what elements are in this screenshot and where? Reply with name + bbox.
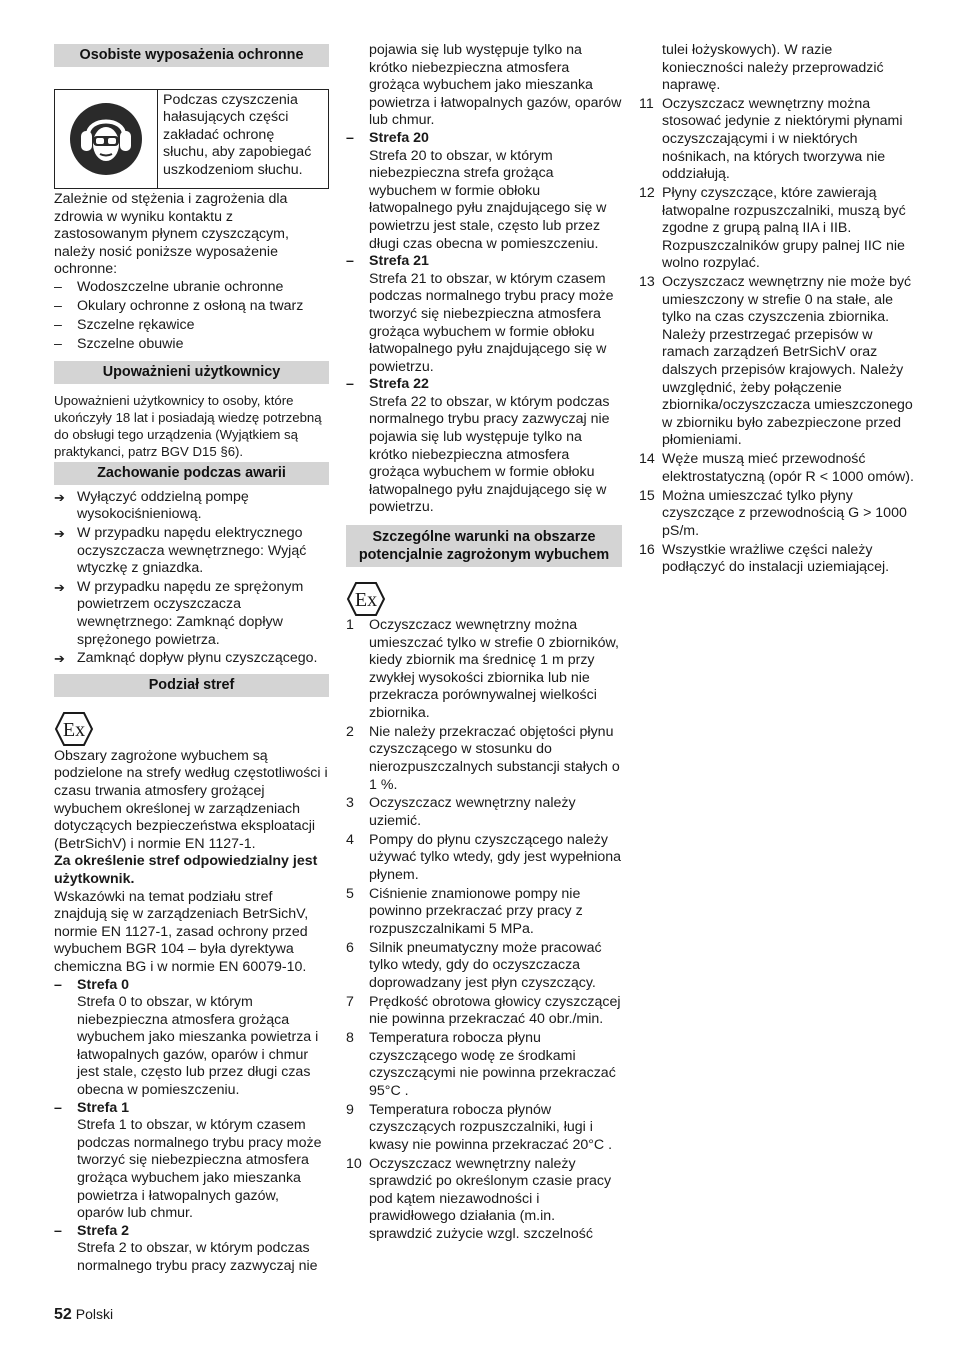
ppe-notice-box (54, 89, 329, 189)
svg-text:Ex: Ex (62, 718, 86, 741)
zone-title: – Strefa 2 (54, 1222, 130, 1239)
users-text: Upoważnieni użytkownicy to osoby, które ukończyły 18 lat i posiadają wiedzę potrzebną do obsługi tego urządzenia (Wyjątkiem są praktykanci, patrz BGV D15 §6). (54, 392, 322, 459)
zone-text: Strefa 1 to obszar, w którym czasem podczas normalnego trybu pracy może tworzyć się niebezpieczna atmosfera grożąca wybuchem jako mieszanka powietrza i łatwopalnych gazów, oparów lub chmur. (77, 1117, 322, 1222)
special-conditions-list (346, 617, 622, 1243)
ppe-intro: Zależnie od stężenia i zagrożenia dla zdrowia w wyniku kontaktu z zastosowanym płynem czyszczącym, należy nosić poniższe wyposażenie ochronne: (54, 191, 289, 278)
list-item: 2 Nie należy przekraczać objętości płynu czyszczącego w stosunku do nierozpuszczalnych substancji stałych o 1 %. (346, 723, 620, 793)
zone-title: – Strefa 1 (54, 1099, 130, 1116)
zone-list-gas (54, 977, 329, 995)
language-label: Polski (75, 1306, 114, 1322)
zone-title: – Strefa 20 (346, 129, 429, 146)
ex-explosion-protection-icon (54, 711, 94, 747)
arrow-right-icon: ➔ (54, 579, 65, 595)
list-item: 8 Temperatura robocza płynu czyszczącego wodę ze środkami czyszczącymi nie powinna przekraczać 95°C . (346, 1030, 616, 1099)
arrow-right-icon: ➔ (54, 526, 65, 542)
column-left (54, 44, 329, 1276)
heading-zones: Podział stref (54, 674, 329, 697)
heading-ppe: Osobiste wyposażenia ochronne (54, 44, 329, 67)
special-conditions-list-cont (639, 96, 915, 577)
list-item: 3 Oczyszczacz wewnętrzny należy uziemić. (346, 795, 576, 829)
column-middle (346, 42, 622, 1245)
arrow-right-icon: ➔ (54, 489, 65, 505)
zone-text: Strefa 20 to obszar, w którym niebezpieczna strefa grożąca wybuchem w formie obłoku łatwopalnego pyłu znajdującego się w powietrzu jest stale, często lub przez długi czas obecna w pomieszczeniu. (369, 147, 607, 252)
list-item: 15 Można umieszczać tylko płyny czyszczące z przewodnością G > 1000 pS/m. (639, 487, 907, 539)
zone-title: – Strefa 0 (54, 976, 130, 993)
zone-title: – Strefa 22 (346, 376, 429, 393)
list-item: – Szczelne rękawice (54, 317, 195, 334)
zone-title: – Strefa 21 (346, 253, 429, 270)
heading-special-conditions: Szczególne warunki na obszarze potencjalnie zagrożonym wybuchem (346, 525, 622, 567)
emergency-list (54, 489, 329, 668)
zone-text: Strefa 21 to obszar, w którym czasem podczas normalnego trybu pracy może tworzyć się niebezpieczna atmosfera grożąca wybuchem w formie obłoku łatwopalnego pyłu znajdującego się w powietrzu. (369, 270, 614, 375)
zone-text: Strefa 22 to obszar, w którym podczas normalnego trybu pracy zazwyczaj nie pojawia się lub występuje tylko na krótko niebezpieczna atmosfera grożąca wybuchem w formie obłoku łatwopalnego pyłu znajdującego się w powietrzu. (369, 393, 610, 516)
list-item: 9 Temperatura robocza płynów czyszczących rozpuszczalniki, ługi i kwasy nie powinna przekraczać 20°C . (346, 1101, 613, 1153)
svg-text:Ex: Ex (354, 589, 378, 612)
list-item: 13 Oczyszczacz wewnętrzny nie może być umieszczony w strefie 0 na stałe, ale tylko na czas czyszczenia zbiornika. Należy przestrzegać przepisów w ramach zarządzeń BetrSichV oraz dalszych przepisów krajowych. Należy uwzględnić, żeby połączenie zbiornika/oczyszczacza umieszczonego w zbiorniku było zabezpieczone przed płomieniami. (639, 274, 913, 449)
arrow-right-icon: ➔ (54, 651, 65, 667)
zones-intro: Obszary zagrożone wybuchem są podzielone na strefy według częstotliwości i czasu trwania atmosfery grożącej wybuchem określonej w zarządzeniach dotyczących bezpieczeństwa eksploatacji (BetrSichV) i normie EN 1127-1. (54, 747, 328, 852)
ex-explosion-protection-icon (346, 581, 386, 617)
list-item: ➔ Zamknąć dopływ płynu czyszczącego. (54, 650, 318, 667)
ppe-list (54, 279, 329, 354)
zones-hint: Wskazówki na temat podziału stref znajdują się w zarządzeniach BetrSichV, normie EN 1127-1, zasad ochrony przed wybuchem BGR 104 – była dyrektywa chemiczna BG i w normie EN 60079-10. (54, 888, 309, 975)
list-item: 6 Silnik pneumatyczny może pracować tylko wtedy, gdy do oczyszczacza doprowadzany jest płyn czyszczący. (346, 939, 602, 991)
list-item: ➔ Wyłączyć oddzielną pompę wysokociśnieniową. (54, 488, 249, 523)
column-right (639, 42, 915, 578)
list-item: 12 Płyny czyszczące, które zawierają łatwopalne rozpuszczalniki, muszą być zgodne z grupą palną IIA i IIB. Rozpuszczalników grupy palnej IIC nie wolno rozpylać. (639, 184, 906, 272)
page-number: 52 (54, 1306, 72, 1323)
list-item: ➔ W przypadku napędu elektrycznego oczyszczacza wewnętrznego: Wyjąć wtyczkę z gniazdka. (54, 525, 307, 577)
zone-text: Strefa 0 to obszar, w którym niebezpieczna atmosfera grożąca wybuchem jako mieszanka powietrza i łatwopalnych gazów, oparów i chmur jest stale, często lub przez długi czas obecna w pomieszczeniu. (77, 994, 319, 1099)
list-item: 4 Pompy do płynu czyszczącego należy używać tylko wtedy, gdy jest wypełniona płynem. (346, 831, 622, 883)
list-item: 16 Wszystkie wrażliwe części należy podłączyć do instalacji uziemiającej. (639, 541, 890, 576)
list-item: – Wodoszczelne ubranie ochronne (54, 278, 284, 295)
zone-text: pojawia się lub występuje tylko na krótko niebezpieczna atmosfera grożąca wybuchem jako mieszanka powietrza i łatwopalnych gazów, oparów lub chmur. (369, 42, 622, 129)
list-item: – Szczelne obuwie (54, 336, 184, 353)
list-item: 7 Prędkość obrotowa głowicy czyszczącej nie powinna przekraczać 40 obr./min. (346, 993, 621, 1028)
zone-text: Strefa 2 to obszar, w którym podczas normalnego trybu pracy zazwyczaj nie (77, 1240, 318, 1274)
heading-authorized-users: Upoważnieni użytkownicy (54, 361, 329, 384)
list-item: 14 Węże muszą mieć przewodność elektrostatyczną (opór R < 1000 omów). (639, 451, 914, 485)
list-item: 1 Oczyszczacz wewnętrzny można umieszczać tylko w strefie 0 zbiorników, kiedy zbiornik ma średnicę 1 m przy zwykłej wysokości zbiornika lub nie przekracza porównywalnej wielkości zbiornika. (346, 617, 619, 721)
list-item: 10 Oczyszczacz wewnętrzny należy sprawdzić po określonym czasie pracy pod kątem niezawodności i prawidłowego działania (m.in. sprawdzić zużycie wzgl. szczelność (346, 1155, 612, 1242)
list-item: ➔ W przypadku napędu ze sprężonym powietrzem oczyszczacza wewnętrznego: Zamknąć dopływ sprężonego powietrza. (54, 578, 304, 648)
zones-responsibility: Za określenie stref odpowiedzialny jest użytkownik. (54, 853, 318, 887)
ppe-notice-text: Podczas czyszczenia hałasujących części zakładać ochronę słuchu, aby zapobiegać uszkodzeniom słuchu. (163, 92, 312, 178)
list-item-continuation: tulei łożyskowych). W razie konieczności należy przeprowadzić naprawę. (662, 42, 884, 94)
list-item: – Okulary ochronne z osłoną na twarz (54, 298, 304, 315)
heading-emergency: Zachowanie podczas awarii (54, 462, 329, 485)
page-footer (54, 1306, 113, 1325)
list-item: 5 Ciśnienie znamionowe pompy nie powinno przekraczać przy pracy z rozpuszczalnikami 5 MPa. (346, 885, 583, 937)
list-item: 11 Oczyszczacz wewnętrzny można stosować jedynie z niektórymi płynami oczyszczającymi i w niektórych nośnikach, na których tworzywa nie oddziałują. (639, 95, 903, 183)
hearing-eye-protection-icon (68, 101, 144, 177)
